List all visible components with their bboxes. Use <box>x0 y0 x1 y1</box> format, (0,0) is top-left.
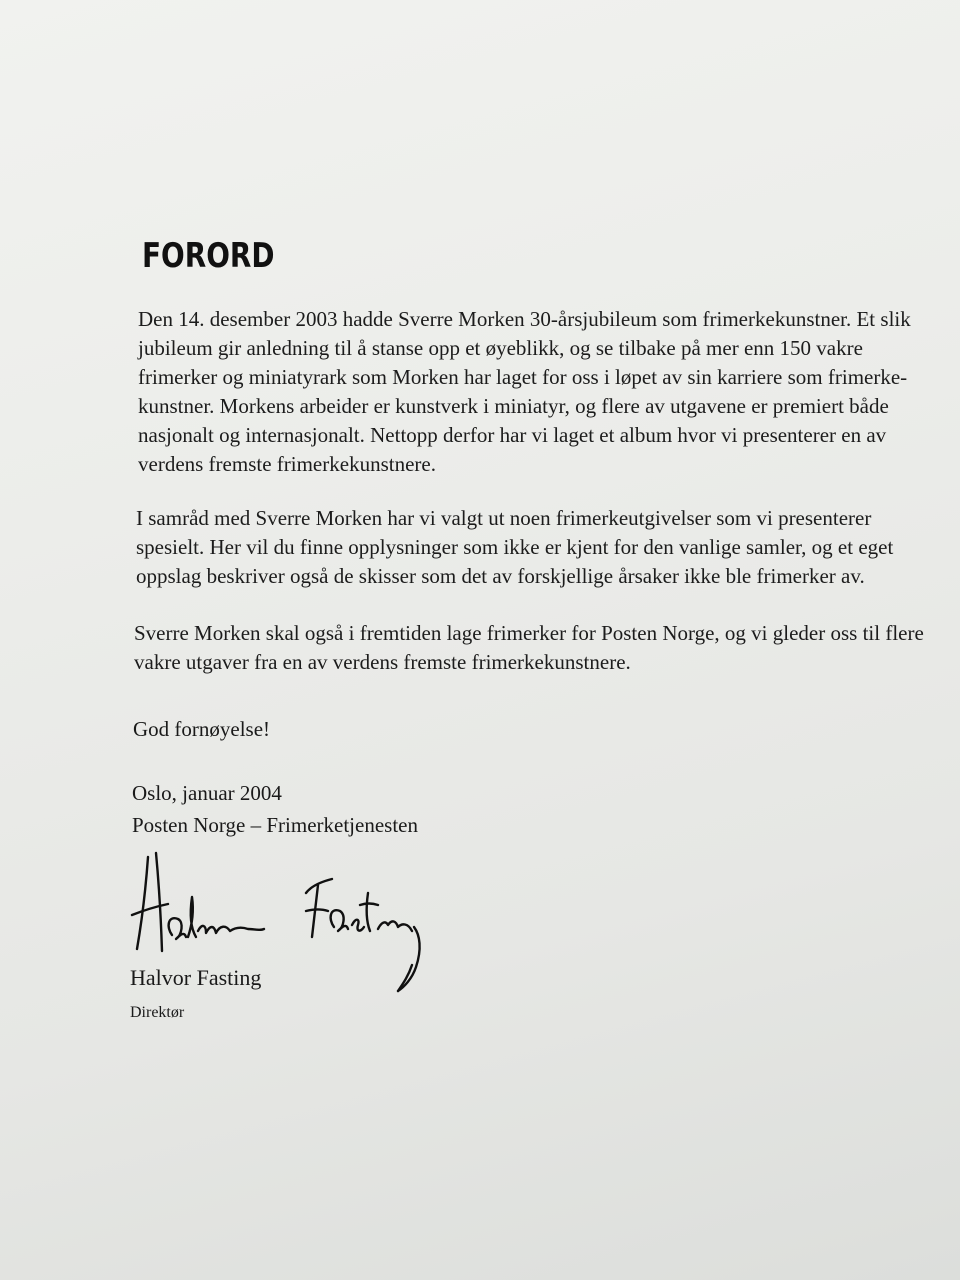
paragraph-line: kunstner. Morkens arbeider er kunstverk i miniatyr, og flere av utgavene er premiert både <box>138 394 889 418</box>
signer-name: Halvor Fasting <box>130 965 262 990</box>
paragraph-line: Sverre Morken skal også i fremtiden lage frimerker for Posten Norge, og vi gleder oss til flere <box>134 621 924 645</box>
place-date: Oslo, januar 2004 <box>132 781 282 805</box>
paragraph-1 <box>138 305 911 479</box>
paragraph-line: jubileum gir anledning til å stanse opp et øyeblikk, og se tilbake på mer enn 150 vakre <box>138 336 863 360</box>
paragraph-line: Den 14. desember 2003 hadde Sverre Morken 30-årsjubileum som frimerkekunstner. Et slik <box>138 307 911 331</box>
paragraph-line: nasjonalt og internasjonalt. Nettopp derfor har vi laget et album hvor vi presenterer en av <box>138 423 887 447</box>
signer-title: Direktør <box>130 1004 185 1021</box>
organization: Posten Norge – Frimerketjenesten <box>132 813 418 837</box>
paragraph-line: vakre utgaver fra en av verdens fremste frimerkekunstnere. <box>134 650 631 674</box>
paragraph-2 <box>136 504 894 591</box>
paragraph-line: verdens fremste frimerkekunstnere. <box>138 452 436 476</box>
paragraph-line: I samråd med Sverre Morken har vi valgt ut noen frimerkeutgivelser som vi presenterer <box>136 506 872 530</box>
paragraph-line: frimerker og miniatyrark som Morken har laget for oss i løpet av sin karriere som frimerke- <box>138 365 908 389</box>
greeting: God fornøyelse! <box>133 717 271 741</box>
paragraph-line: spesielt. Her vil du finne opplysninger som ikke er kjent for den vanlige samler, og et eget <box>136 535 894 559</box>
paragraph-3 <box>134 619 924 677</box>
place-and-sender <box>132 777 418 841</box>
paragraph-line: oppslag beskriver også de skisser som det av forskjellige årsaker ikke ble frimerker av. <box>136 564 865 588</box>
page-title: FORORD <box>142 236 275 276</box>
